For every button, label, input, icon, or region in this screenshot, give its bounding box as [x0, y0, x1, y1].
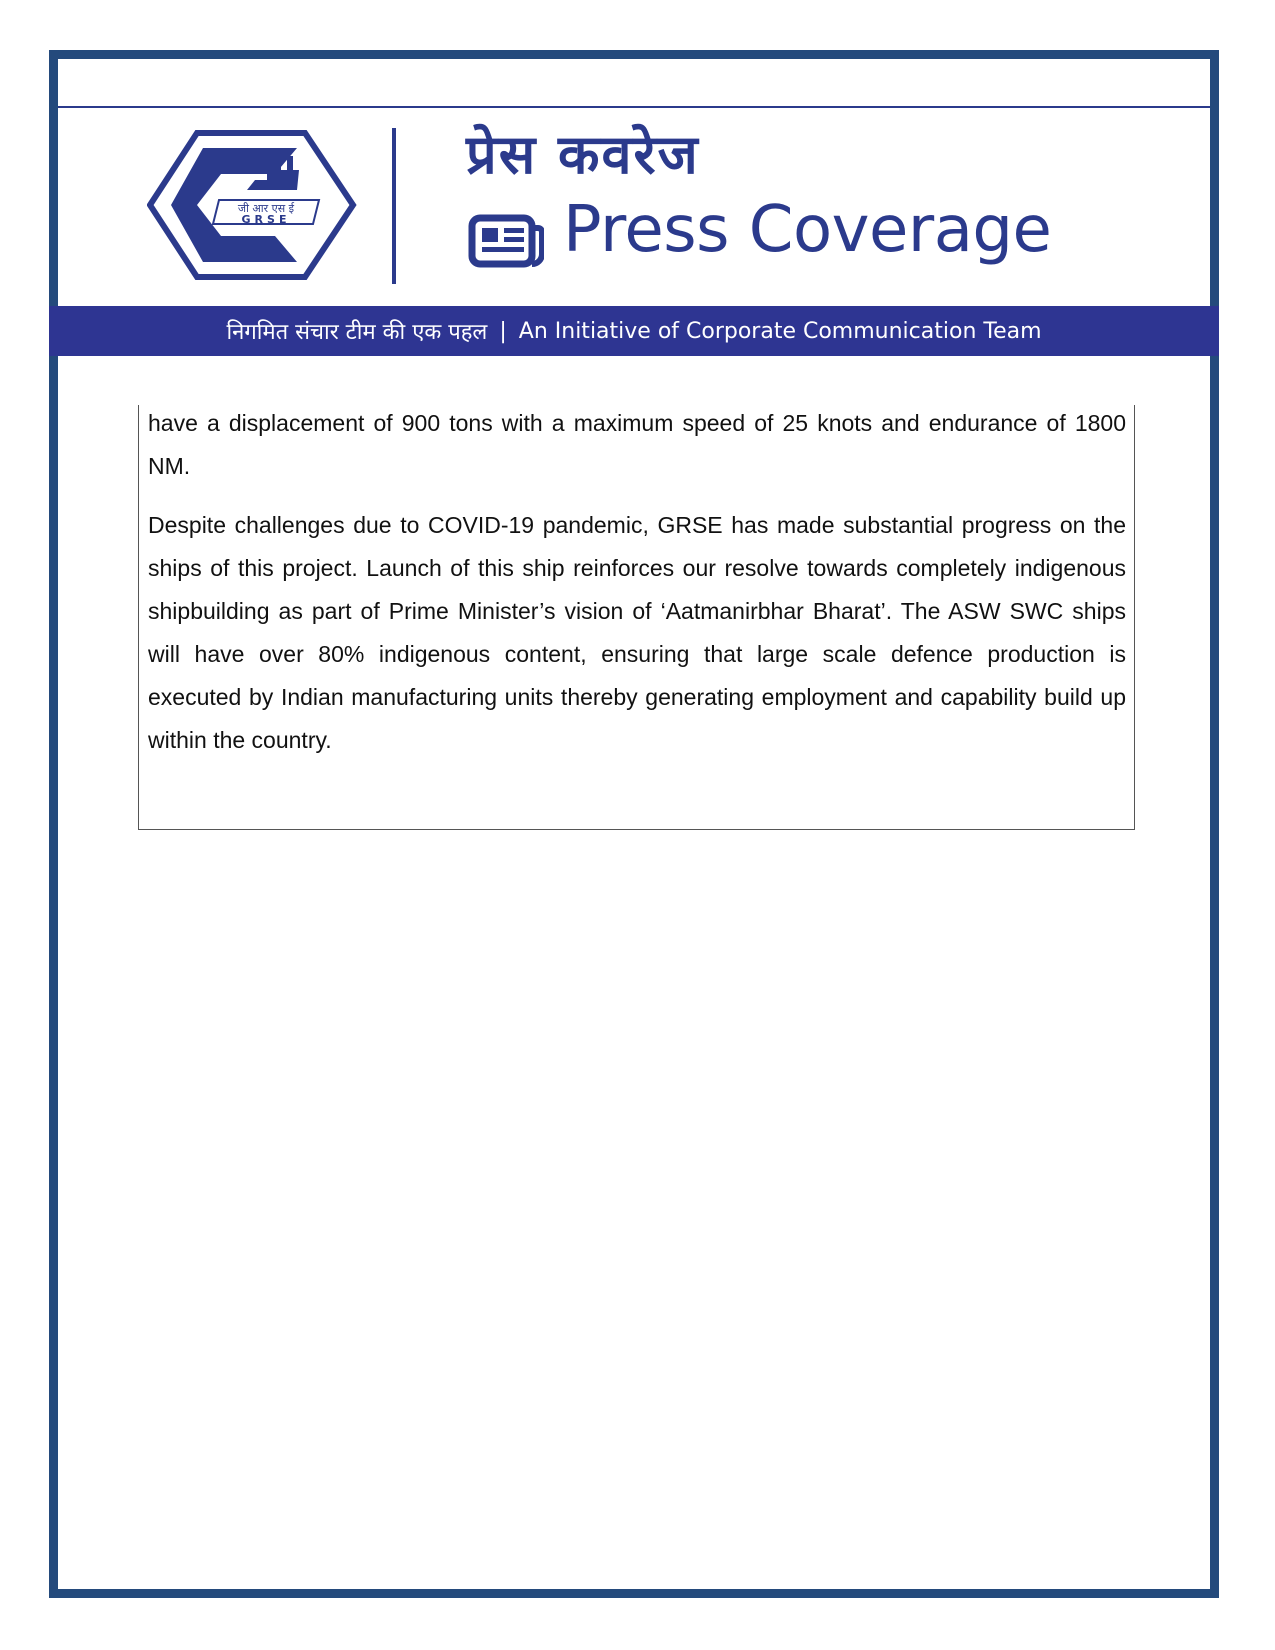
article-paragraph: Despite challenges due to COVID-19 pandemic, GRSE has made substantial progress on the ships of this project. Launch of this ship reinforces our resolve towards completely indigenous shipbuilding as part of Prime Minister’s vision of ‘Aatmanirbhar Bharat’. The ASW SWC ships will have over 80% indigenous content, ensuring that large scale defence production is executed by Indian manufacturing units thereby generating employment and capability build up within the country.	[148, 512, 1126, 753]
article-paragraph: have a displacement of 900 tons with a maximum speed of 25 knots and endurance of 1800 NM.	[148, 410, 1126, 479]
header-top-rule	[58, 106, 1210, 108]
title-hindi: प्रेस कवरेज	[466, 123, 700, 186]
svg-text:जी आर एस ई: जी आर एस ई	[237, 202, 295, 215]
title-english: Press Coverage	[563, 193, 1052, 267]
banner-hindi: निगमित संचार टीम की एक पहल	[226, 320, 488, 345]
banner-separator: |	[499, 318, 507, 344]
header-divider	[392, 128, 396, 284]
newspaper-icon	[468, 214, 544, 268]
initiative-banner	[49, 306, 1219, 356]
svg-text:GRSE: GRSE	[241, 213, 291, 226]
grse-logo	[147, 130, 357, 280]
banner-english: An Initiative of Corporate Communication Team	[518, 318, 1042, 344]
